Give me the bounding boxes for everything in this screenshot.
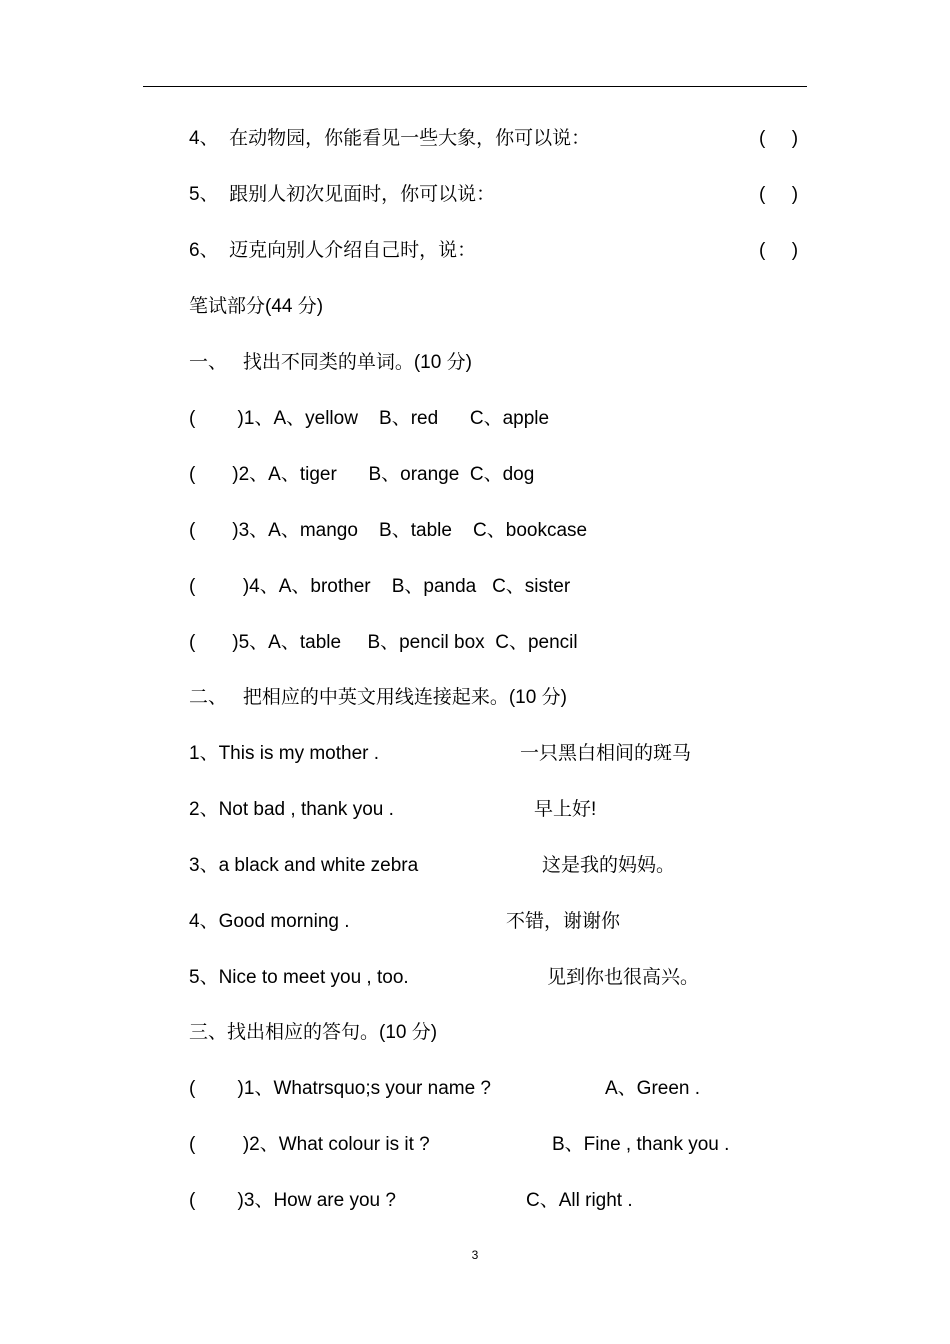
match-left-item: 4、Good morning . <box>189 911 350 932</box>
answer-option: C、All right . <box>526 1190 633 1211</box>
question-item-5: 5、 跟别人初次见面时，你可以说： <box>189 184 496 205</box>
answer-question-item: ( )3、How are you ? <box>189 1190 396 1211</box>
section-3-title: 三、找出相应的答句。(10 分) <box>189 1022 438 1043</box>
answer-option: B、Fine , thank you . <box>552 1134 730 1155</box>
answer-blank: ( ) <box>759 128 799 149</box>
section-1-title: 一、 找出不同类的单词。(10 分) <box>189 352 472 373</box>
section-1-item: ( )1、A、yellow B、red C、apple <box>189 408 550 429</box>
match-left-item: 3、a black and white zebra <box>189 855 419 876</box>
match-left-item: 1、This is my mother . <box>189 743 380 764</box>
page-number: 3 <box>471 1248 479 1262</box>
section-1-item: ( )2、A、tiger B、orange C、dog <box>189 464 535 485</box>
section-1-item: ( )3、A、mango B、table C、bookcase <box>189 520 588 541</box>
question-item-4: 4、 在动物园，你能看见一些大象，你可以说： <box>189 128 591 149</box>
answer-blank: ( ) <box>759 240 799 261</box>
match-left-item: 2、Not bad , thank you . <box>189 799 394 820</box>
answer-option: A、Green . <box>605 1078 701 1099</box>
header-rule <box>143 86 807 87</box>
answer-question-item: ( )1、Whatrsquo;s your name ? <box>189 1078 491 1099</box>
match-left-item: 5、Nice to meet you , too. <box>189 967 409 988</box>
question-item-6: 6、 迈克向别人介绍自己时，说： <box>189 240 477 261</box>
answer-blank: ( ) <box>759 184 799 205</box>
section-1-item: ( )4、A、brother B、panda C、sister <box>189 576 571 597</box>
match-right-item: 一只黑白相间的斑马 <box>520 743 692 764</box>
match-right-item: 见到你也很高兴。 <box>547 967 700 988</box>
answer-question-item: ( )2、What colour is it ? <box>189 1134 430 1155</box>
match-right-item: 早上好! <box>534 799 597 820</box>
section-2-title: 二、 把相应的中英文用线连接起来。(10 分) <box>189 687 567 708</box>
match-right-item: 这是我的妈妈。 <box>542 855 676 876</box>
written-section-header: 笔试部分(44 分) <box>189 296 324 317</box>
match-right-item: 不错，谢谢你 <box>506 911 621 932</box>
section-1-item: ( )5、A、table B、pencil box C、pencil <box>189 632 578 653</box>
